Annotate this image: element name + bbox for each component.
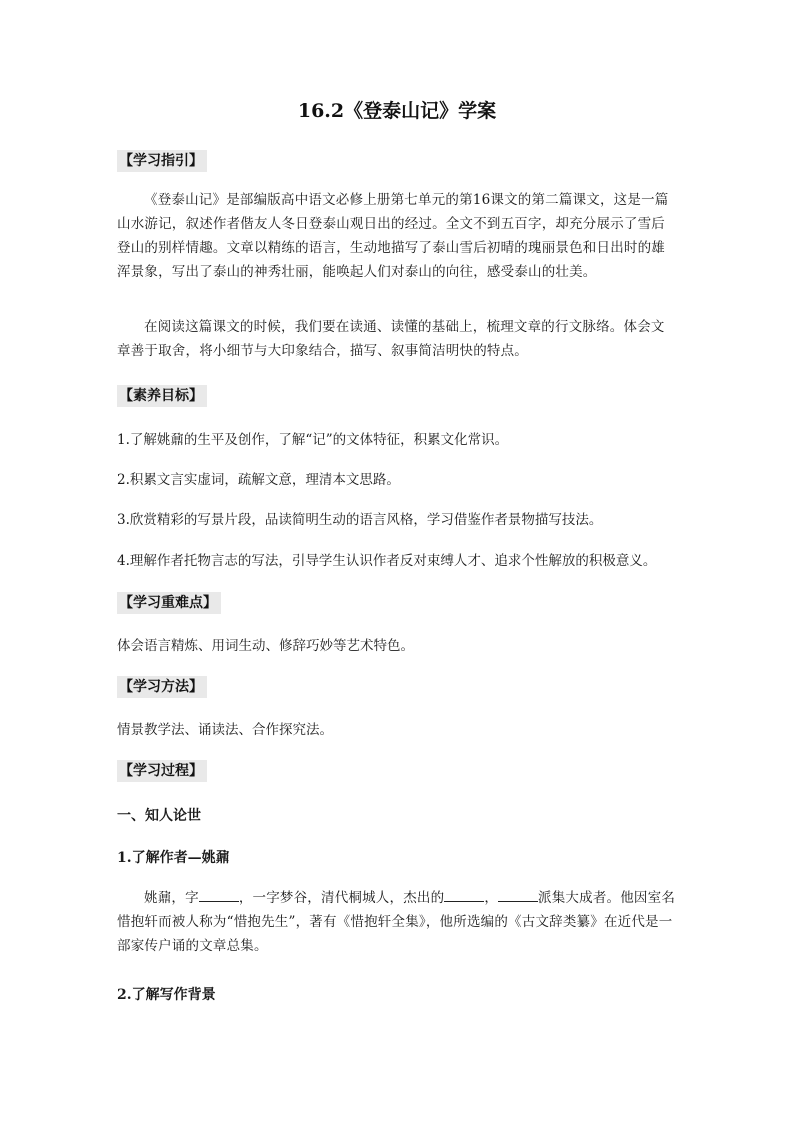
key-points-text: 体会语言精炼、用词生动、修辞巧妙等艺术特色。 [117,638,414,654]
author-text-d: 派集大成者。他因室名惜抱轩而被人称为“惜抱先生”，著有《惜抱轩全集》，他所选编的《古文辞类纂》在近代是一部家传户诵的文章总集。 [117,890,676,954]
heading-study-guide: 【学习指引】 [117,150,207,172]
author-paragraph [117,886,677,958]
fill-blank-school[interactable] [498,887,538,902]
guide-paragraph-1: 《登泰山记》是部编版高中语文必修上册第七单元的第16课文的第二篇课文，这是一篇山水游记，叙述作者偕友人冬日登泰山观日出的经过。全文不到五百字，却充分展示了雪后登山的别样情趣。文章以精练的语言，生动地描写了泰山雪后初晴的瑰丽景色和日出时的雄浑景象，写出了泰山的神秀壮丽，能唤起人们对泰山的向往，感受泰山的壮美。 [117,192,669,280]
process-part-1: 一、知人论世 [117,808,201,824]
goal-item-3: 3.欣赏精彩的写景片段，品读简明生动的语言风格，学习借鉴作者景物描写技法。 [117,512,603,528]
goal-item-2: 2.积累文言实虚词，疏解文意，理清本文思路。 [117,472,400,488]
guide-paragraph-2: 在阅读这篇课文的时候，我们要在读通、读懂的基础上，梳理文章的行文脉络。体会文章善于取舍，将小细节与大印象结合，描写、叙事简洁明快的特点。 [117,319,665,359]
heading-literacy-goals: 【素养目标】 [117,385,207,407]
author-text-a: 姚鼐，字 [144,890,199,906]
author-text-b: ，一字梦谷，清代桐城人，杰出的 [238,890,445,906]
goal-item-1: 1.了解姚鼐的生平及创作，了解“记”的文体特征，积累文化常识。 [117,432,509,448]
study-method-text: 情景教学法、诵读法、合作探究法。 [117,722,333,738]
goal-item-4: 4.理解作者托物言志的写法，引导学生认识作者反对束缚人才、追求个性解放的积极意义。 [117,553,657,569]
process-sub-2: 2.了解写作背景 [117,987,216,1003]
author-text-c: ， [484,890,499,906]
fill-blank-identity[interactable] [444,887,484,902]
heading-study-method: 【学习方法】 [117,676,207,698]
heading-study-process: 【学习过程】 [117,760,207,782]
heading-key-points: 【学习重难点】 [117,592,221,614]
page-title: 16.2《登泰山记》学案 [297,100,497,122]
process-sub-1: 1.了解作者—姚鼐 [117,850,230,866]
fill-blank-courtesy-name[interactable] [199,887,239,902]
